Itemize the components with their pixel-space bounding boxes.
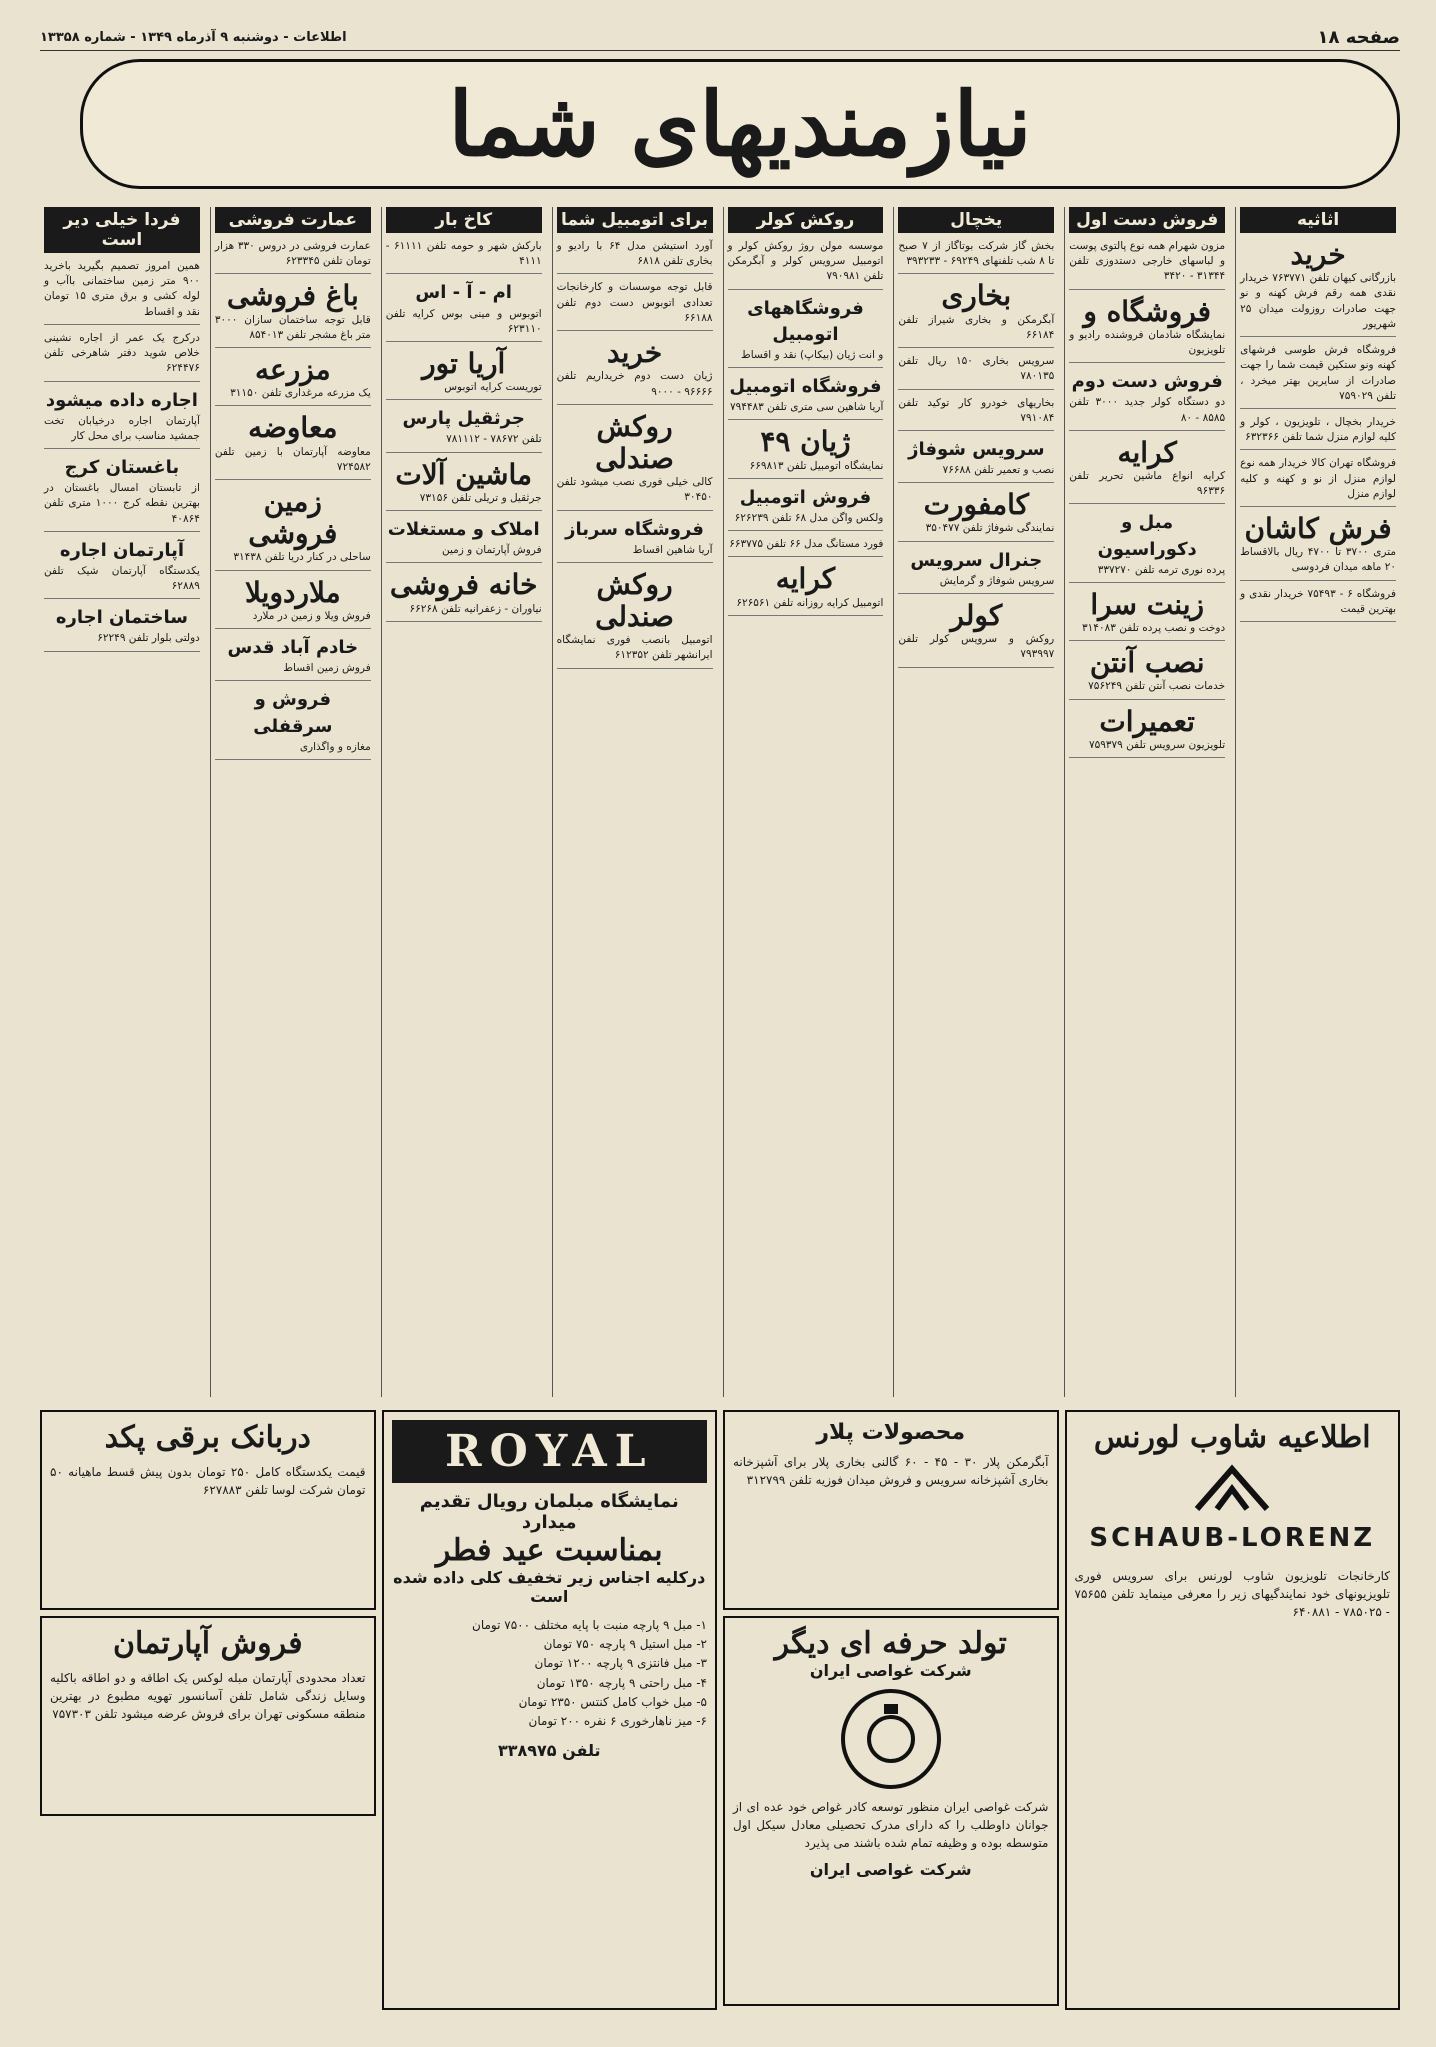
ad-title: ملاردویلا [244,575,341,609]
ad-text: سرویس شوفاژ و گرمایش [939,574,1055,587]
classified-ad [1069,367,1225,431]
ad-text: نمایشگاه اتومبیل تلفن ۶۶۹۸۱۳ [749,459,884,472]
classified-column [1235,207,1400,1397]
ad-text: فروش ویلا و زمین در ملارد [252,609,371,622]
ad-text: مغازه و واگذاری [299,740,371,753]
column-heading: برای اتومبیل شما [557,207,713,233]
ad-title: فروشگاه سرباز [565,518,704,540]
ad-title: کولر [950,598,1003,632]
ad-title: آپارتمان اجاره [59,539,185,561]
schaub-logo-icon [1075,1459,1391,1519]
bottom-col-pekad [40,1410,376,2025]
ad-text: پرده نوری ترمه تلفن ۳۳۷۲۷۰ [1097,563,1226,576]
diver-foot: شرکت غواصی ایران [809,1860,972,1879]
ad-text: موسسه مولن روژ روکش کولر و اتومبیل سرویس کولر و آبگرمکن تلفن ۷۹۰۹۸۱ [727,240,884,283]
ad-text: و انت ژیان (بیکاپ) نقد و اقساط [741,348,884,361]
ad-title: خانه فروشی [389,568,538,602]
classified-ad [1069,237,1225,290]
diver-sub: شرکت غواصی ایران [809,1661,972,1680]
ad-text: عمارت فروشی در دروس ۳۳۰ هزار تومان تلفن ۶۲۳۳۴۵ [214,240,371,268]
classified-ad [1240,511,1396,581]
schaub-label: اطلاعیه [1277,1420,1371,1455]
royal-list-item: ۲- مبل استیل ۹ پارچه ۷۵۰ تومان [543,1637,707,1652]
royal-title: نمایشگاه مبلمان رویال تقدیم میدارد [419,1491,679,1533]
classified-ad [557,409,713,511]
classified-ad [215,237,371,274]
ad-text: اتومبیل بانصب فوری نمایشگاه ایرانشهر تلفن ۶۱۲۳۵۲ [556,634,713,662]
classified-column [210,207,375,1397]
classified-ad [898,435,1054,483]
classified-ad [898,278,1054,348]
ad-title: کرایه [1117,435,1177,469]
ad-text: فروشگاه فرش طوسی فرشهای کهنه ونو ستکین قیمت شما را جهت صادرات از سایرین بهتر میخرد ، تلفن ۷۵۹۰۲۹ [1240,344,1396,402]
classified-ad [898,487,1054,541]
classified-ad [728,424,884,478]
ad-text: تلفن ۷۸۶۷۲ - ۷۸۱۱۱۲ [446,433,542,446]
classified-ad [898,237,1054,274]
ad-text: بارکش شهر و حومه تلفن ۶۱۱۱۱ - ۴۱۱۱ [385,240,542,268]
classified-ad [1240,413,1396,450]
classified-ad [44,386,200,450]
classified-ad [557,237,713,274]
classified-ad [1240,454,1396,507]
schaub-brand: SCHAUB-LORENZ [1089,1523,1376,1553]
classified-ad [386,404,542,452]
column-heading: فروش دست اول [1069,207,1225,233]
page-number: صفحه ۱۸ [1317,27,1400,48]
classified-ad [386,567,542,621]
classified-ad [728,561,884,615]
classified-ad [44,603,200,651]
ad-text: مزون شهرام همه نوع پالتوی پوست و لباسهای خارجی دستدوزی تلفن ۳۱۳۴۴ - ۳۴۲۰ [1069,240,1226,283]
classified-ad [728,237,884,290]
pallar-text: آبگرمکن پلار ۳۰ - ۴۵ - ۶۰ گالنی بخاری پلار برای آشپزخانه بخاری آشپزخانه سرویس و فروش میدان فوزیه تلفن ۳۱۲۷۹۹ [733,1455,1049,1487]
newspaper-page [40,25,1400,2025]
royal-ad [382,1410,718,2010]
column-heading: عمارت فروشی [215,207,371,233]
classified-ad [557,515,713,563]
ad-text: معاوضه آپارتمان با زمین تلفن ۷۲۴۵۸۲ [214,445,371,473]
ad-title: کامفورت [923,488,1029,522]
royal-occasion: بمناسبت عید فطر [435,1533,663,1568]
ad-title: فروش دست دوم [1071,371,1223,393]
ad-title: فروشگاه اتومبیل [729,376,882,398]
ad-text: فروش زمین اقساط [283,662,371,675]
classified-column [552,207,717,1397]
banner-title: نیازمندیهای شما [448,72,1032,176]
ad-title: باغ فروشی [226,279,359,313]
pekad-title: دربانک برقی پکد [104,1420,311,1455]
ad-title: روکش صندلی [595,409,674,475]
classified-ad [1069,587,1225,641]
classified-ad [898,598,1054,668]
ad-text: آپارتمان اجاره درخیابان تخت جمشید مناسب برای محل کار [44,414,200,442]
pallar-ad [723,1410,1059,1610]
apartment-text: تعداد محدودی آپارتمان مبله لوکس یک اطاقه و دو اطاقه باکلیه وسایل زندگی شامل تلفن آسانسور تهویه مطبوع در بهترین منطقه مسکونی تهران برای فروش عرضه میشود تلفن ۷۵۷۳۰۳ [50,1671,366,1721]
column-heading: اثاثیه [1240,207,1396,233]
ad-text: دوخت و نصب پرده تلفن ۳۱۴۰۸۳ [1082,622,1226,635]
ad-text: آورد استیشن مدل ۶۴ با رادیو و بخاری تلفن ۶۸۱۸ [556,240,713,268]
ad-text: قابل توجه موسسات و کارخانجات تعدادی اتوبوس دست دوم تلفن ۶۶۱۸۸ [556,281,713,324]
schaub-text: کارخانجات تلویزیون شاوب لورنس برای سرویس فوری تلویزیونهای خود نمایندگیهای زیر را معرفی مینماید تلفن ۷۵۶۵۵ - ۷۸۵۰۲۵ - ۶۴۰۸۸۱ [1074,1569,1390,1619]
ad-text: اتومبیل کرایه روزانه تلفن ۶۲۶۵۶۱ [736,596,884,609]
classified-ad [386,515,542,563]
ad-text: روکش و سرویس کولر تلفن ۷۹۳۹۹۷ [898,633,1055,661]
ad-text: بخش گاز شرکت بوتاگاز از ۷ صبح تا ۸ شب تلفنهای ۶۹۲۴۹ - ۳۹۳۲۳۳ [898,240,1055,268]
royal-discount: درکلیه اجناس زیر تخفیف کلی داده شده است [393,1568,706,1606]
classified-ad [44,329,200,382]
ad-text: ژیان دست دوم خریداریم تلفن ۹۶۶۶۶ - ۹۰۰۰ [556,370,713,398]
ad-text: فروشگاه ۶ - ۷۵۴۹۳ خریدار نقدی و بهترین قیمت [1240,587,1396,615]
pekad-text: قیمت یکدستگاه کامل ۲۵۰ تومان بدون پیش قسط ماهیانه ۵۰ تومان شرکت لوسا تلفن ۶۲۷۸۸۳ [50,1465,366,1497]
diver-title: تولد حرفه ای دیگر [774,1626,1007,1661]
ad-title: زینت سرا [1090,587,1205,621]
classified-ad [728,372,884,420]
classified-ad [1069,704,1225,758]
classified-ad [215,410,371,480]
royal-phone: تلفن ۳۳۸۹۷۵ [497,1741,601,1761]
royal-list-item: ۳- مبل فانتزی ۹ پارچه ۱۲۰۰ تومان [534,1656,707,1671]
ad-text: دولتی بلوار تلفن ۶۲۲۴۹ [97,632,200,645]
ad-text: متری ۳۷۰۰ تا ۴۷۰۰ ریال بالاقساط ۲۰ ماهه میدان فردوسی [1240,546,1397,574]
ad-text: فروشگاه تهران کالا خریدار همه نوع لوازم منزل از نو و کهنه و کلیه لوازم منزل [1240,457,1396,500]
ad-title: باغستان کرج [64,457,180,479]
ad-text: آبگرمکن و بخاری شیراز تلفن ۶۶۱۸۴ [898,313,1055,341]
classified-ad [386,278,542,342]
ad-text: خریدار بخچال ، تلویزیون ، کولر و کلیه لوازم منزل شما تلفن ۶۳۲۳۶۶ [1240,415,1396,444]
ad-text: قابل توجه ساختمان سازان ۳۰۰۰ متر باغ مشجر تلفن ۸۵۴۰۱۳ [214,313,371,341]
classified-column [1064,207,1229,1397]
ad-title: جرثقیل پارس [402,408,525,430]
classified-column [381,207,546,1397]
classified-ad [386,457,542,511]
classified-ad [215,575,371,629]
ad-title: آریا تور [422,346,506,380]
column-heading: کاخ بار [386,207,542,233]
column-heading: روکش کولر [728,207,884,233]
ad-title: سرویس شوفاژ [908,438,1045,460]
classified-ad [557,278,713,331]
ad-text: بازرگانی کیهان تلفن ۷۶۳۷۷۱ خریدار نقدی همه رقم فرش کهنه و نو جهت صادرات روزولت میدان ۲۵ شهریور [1240,272,1396,330]
ad-text: تلویزیون سرویس تلفن ۷۵۹۳۷۹ [1088,738,1226,751]
dateline: اطلاعات - دوشنبه ۹ آذرماه ۱۳۴۹ - شماره ۱۳۳۵۸ [40,30,347,45]
ad-title: ساختمان اجاره [55,607,188,629]
ad-text: نصب و تعمیر تلفن ۷۶۶۸۸ [942,464,1055,477]
classified-ad [215,352,371,406]
ad-title: مبل و دکوراسیون [1097,512,1197,560]
ad-text: آریا شاهین سی متری تلفن ۷۹۴۴۸۳ [729,401,884,414]
diver-helmet-icon [733,1684,1049,1794]
classified-ad [728,294,884,368]
classified-ad [898,394,1054,431]
classified-ad [898,546,1054,594]
section-banner [80,59,1400,189]
royal-list-item: ۶- میز ناهارخوری ۶ نفره ۲۰۰ تومان [528,1713,707,1728]
ad-text: درکرج یک عمر از اجاره نشینی خلاص شوید دفتر شاهرخی تلفن ۶۲۴۴۷۶ [44,331,200,375]
classifieds-columns [40,207,1400,1397]
classified-ad [44,257,200,325]
ad-title: ام - آ - اس [415,282,512,304]
royal-list-item: ۴- مبل راحتی ۹ پارچه ۱۳۵۰ تومان [536,1675,707,1690]
ad-text: نمایندگی شوفاژ تلفن ۳۵۰۴۷۷ [925,522,1055,535]
ad-title: خادم آباد قدس [227,637,359,659]
ad-text: توریست کرایه اتوبوس [444,381,542,394]
column-heading: فردا خیلی دیر است [44,207,200,253]
classified-ad [1069,294,1225,364]
ad-text: آریا شاهین اقساط [632,543,713,556]
classified-ad [386,346,542,400]
classified-ad [386,237,542,274]
bottom-col-schaub [1065,1410,1401,2025]
ad-text: کرایه انواع ماشین تحریر تلفن ۹۶۳۳۶ [1069,470,1226,498]
royal-price-list [392,1616,708,1731]
classified-column [893,207,1058,1397]
classified-ad [215,484,371,571]
classified-ad [215,685,371,759]
bottom-col-royal [382,1410,718,2025]
classified-ad [215,633,371,681]
bottom-col-pallar [723,1410,1059,2025]
ad-text: از تابستان امسال باغستان در بهترین نقطه کرج ۱۰۰۰ متری تلفن ۴۰۸۶۴ [44,482,200,525]
apartment-ad [40,1616,376,1816]
ad-title: خرید [606,336,663,370]
ad-text: بخاریهای خودرو کار توکید تلفن ۷۹۱۰۸۴ [898,396,1055,424]
schaub-lorenz-ad [1065,1410,1401,2010]
ad-text: خدمات نصب آنتن تلفن ۷۵۶۲۴۹ [1088,680,1226,693]
ad-title: روکش صندلی [595,567,674,634]
classified-ad [728,535,884,557]
ad-title: زمین فروشی [248,485,338,551]
classified-ad [215,278,371,348]
ad-title: فرش کاشان [1244,512,1392,546]
ad-title: فروشگاه و [1083,294,1212,328]
ad-title: معاوضه [248,411,338,445]
diver-text: شرکت غواصی ایران منظور توسعه کادر غواص خود عده ای از جوانان داوطلب را که دارای مدرک تحصیلی معادل سیکل اول متوسطه بوده و وظیفه تمام شده باشند می پذیرد [733,1800,1049,1850]
bottom-display-ads [40,1410,1400,2025]
ad-title: ماشین آلات [395,457,532,491]
royal-list-item: ۱- مبل ۹ پارچه منبت با پایه مختلف ۷۵۰۰ تومان [472,1618,707,1632]
classified-ad [557,567,713,669]
ad-title: نصب آنتن [1089,646,1205,680]
pallar-title: محصولات پلار [816,1420,966,1445]
ad-title: ژیان ۴۹ [760,425,851,459]
ad-title: جنرال سرویس [910,549,1043,571]
ad-text: دو دستگاه کولر جدید ۳۰۰۰ تلفن ۸۵۸۵ - ۸۰ [1069,396,1226,424]
ad-text: یکدستگاه آپارتمان شیک تلفن ۶۲۸۸۹ [44,564,200,593]
royal-list-item: ۵- مبل خواب کامل کنتس ۲۳۵۰ تومان [518,1694,707,1709]
ad-text: ساحلی در کنار دریا تلفن ۳۱۴۳۸ [233,551,371,564]
royal-brand: ROYAL [392,1420,708,1483]
ad-title: فروش و سرقفلی [253,689,333,737]
classified-column [723,207,888,1397]
schaub-title: شاوب لورنس [1093,1420,1268,1455]
classified-ad [728,483,884,531]
classified-column [40,207,204,1397]
ad-text: جرثقیل و تریلی تلفن ۷۳۱۵۶ [419,491,542,504]
classified-ad [1069,645,1225,699]
classified-ad [1069,508,1225,582]
ad-text: فروش آپارتمان و زمین [441,544,542,557]
ad-text: ولکس واگن مدل ۶۸ تلفن ۶۲۶۲۳۹ [734,511,884,524]
apartment-title: فروش آپارتمان [112,1626,303,1661]
ad-text: نیاوران - زعفرانیه تلفن ۶۶۲۶۸ [409,602,542,615]
ad-text: نمایشگاه شادمان فروشنده رادیو و تلویزیون [1069,328,1226,357]
ad-text: سرویس بخاری ۱۵۰ ریال تلفن ۷۸۰۱۳۵ [898,355,1055,383]
ad-text: اتوبوس و مینی بوس کرایه تلفن ۶۲۳۱۱۰ [385,307,542,335]
ad-title: فروش اتومبیل [739,486,872,508]
ad-title: مزرعه [254,353,331,387]
pekad-ad [40,1410,376,1610]
ad-text: یک مزرعه مرغداری تلفن ۳۱۱۵۰ [230,387,371,400]
ad-text: فورد مستانگ مدل ۶۶ تلفن ۶۶۳۷۷۵ [729,538,884,551]
diver-ad [723,1616,1059,2006]
classified-ad [898,352,1054,389]
column-heading: یخچال [898,207,1054,233]
ad-text: همین امروز تصمیم بگیرید باخرید ۹۰۰ متر زمین ساختمانی باآب و لوله کشی و برق متری ۱۵ تومان نقد و اقساط [44,260,200,318]
ad-title: خرید [1290,238,1346,271]
classified-ad [557,335,713,405]
classified-ad [44,536,200,600]
classified-ad [1240,237,1396,337]
ad-title: اجاره داده میشود [45,389,198,411]
classified-ad [1240,585,1396,622]
ad-title: املاک و مستغلات [387,519,540,541]
classified-ad [1240,341,1396,409]
ad-title: تعمیرات [1099,704,1195,738]
ad-title: فروشگاههای اتومبیل [747,297,864,345]
classified-ad [1069,435,1225,505]
classified-ad [44,453,200,532]
ad-text: کالی خیلی فوری نصب میشود تلفن ۳۰۴۵۰ [556,476,713,504]
ad-title: کرایه [775,562,836,596]
ad-title: بخاری [941,279,1012,313]
page-header [40,25,1400,51]
